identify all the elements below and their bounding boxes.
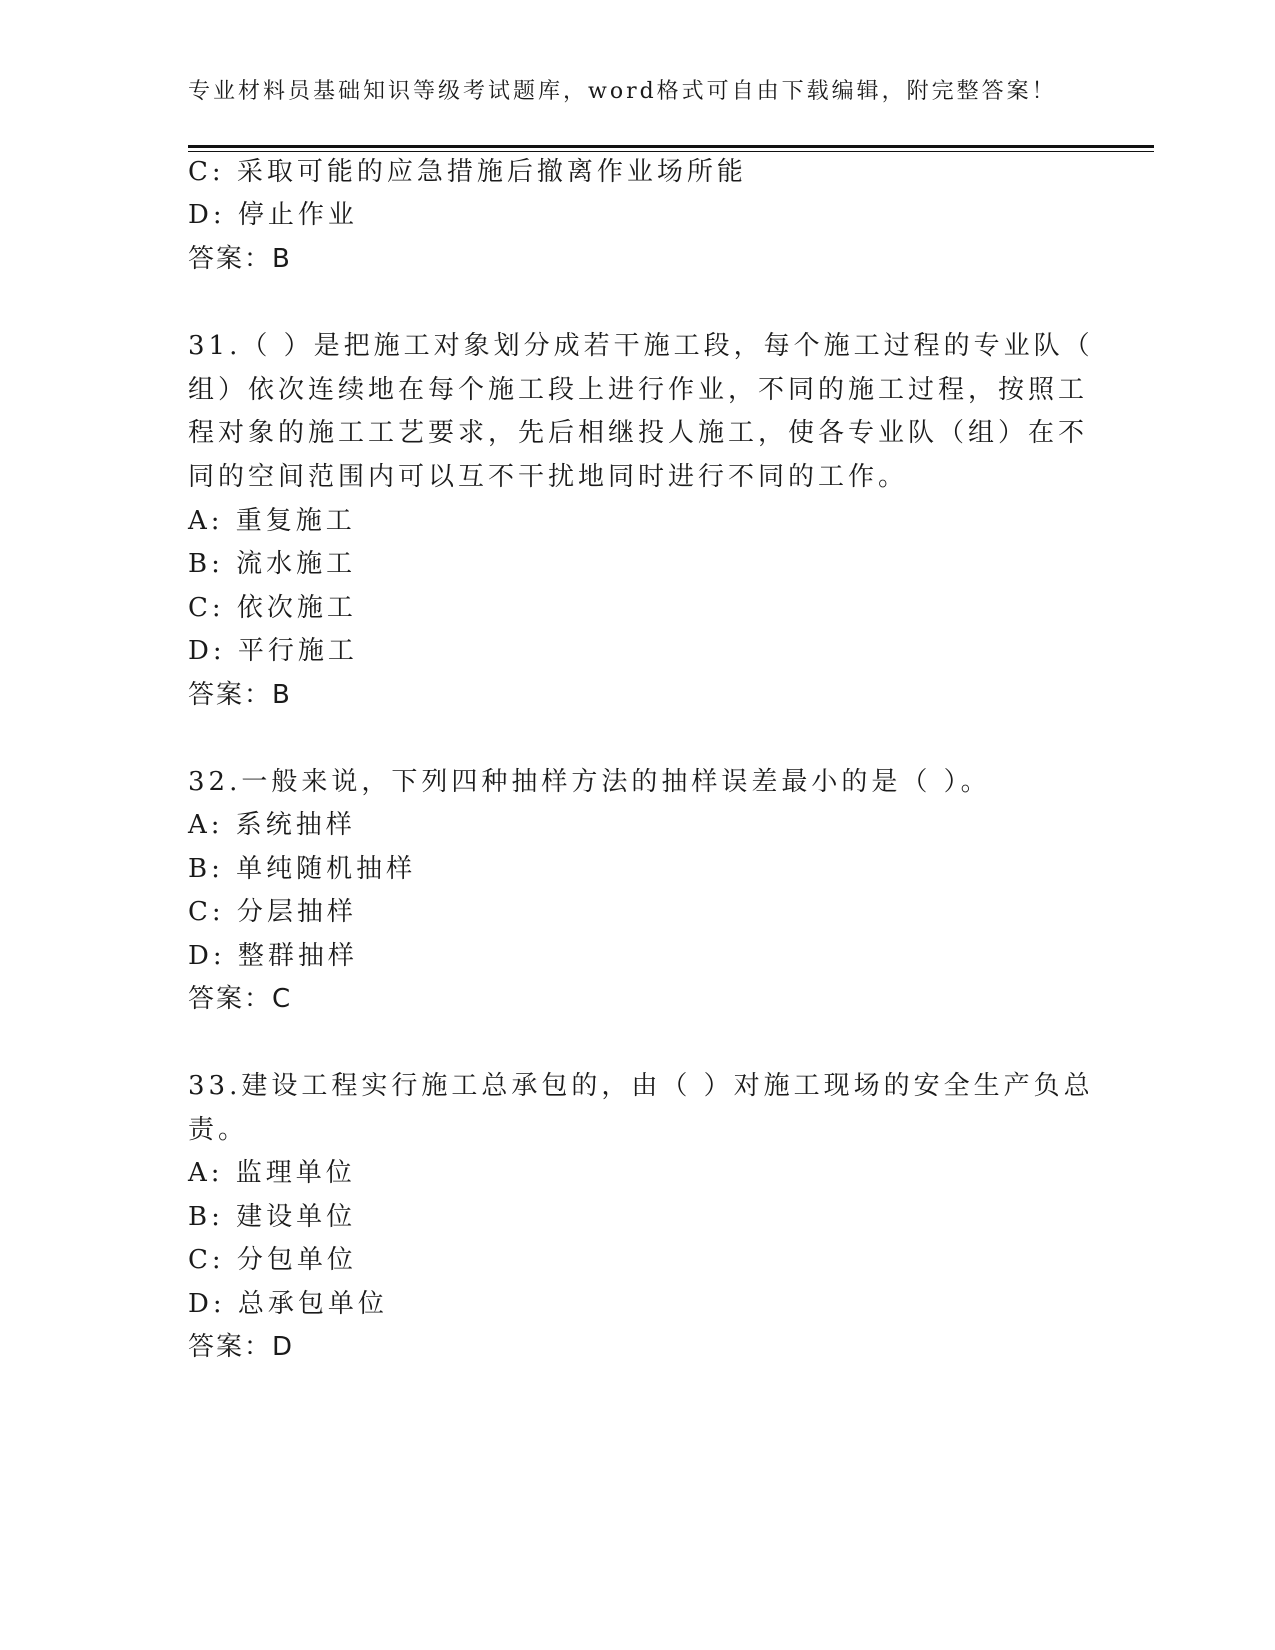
question-33-option-a: A: 监理单位 bbox=[188, 1158, 356, 1188]
question-33-line-2: 责。 bbox=[188, 1115, 249, 1145]
option-d: D: 停止作业 bbox=[188, 200, 358, 230]
question-31-option-a: A: 重复施工 bbox=[188, 506, 356, 536]
header-rule-thin bbox=[188, 151, 1154, 152]
question-32-option-b: B: 单纯随机抽样 bbox=[188, 854, 417, 884]
question-31-line-3: 程对象的施工工艺要求，先后相继投人施工，使各专业队（组）在不 bbox=[188, 418, 1089, 448]
question-32-answer: 答案：C bbox=[188, 984, 293, 1014]
question-31-line-2: 组）依次连续地在每个施工段上进行作业，不同的施工过程，按照工 bbox=[188, 375, 1089, 405]
question-33-option-d: D: 总承包单位 bbox=[188, 1289, 388, 1319]
question-31-line-4: 同的空间范围内可以互不干扰地同时进行不同的工作。 bbox=[188, 462, 909, 492]
question-32-option-a: A: 系统抽样 bbox=[188, 810, 356, 840]
answer: 答案：B bbox=[188, 244, 292, 274]
question-33-option-c: C: 分包单位 bbox=[188, 1245, 357, 1275]
question-31-option-c: C: 依次施工 bbox=[188, 593, 357, 623]
question-33-line-1: 33.建设工程实行施工总承包的，由（ ）对施工现场的安全生产负总 bbox=[188, 1071, 1094, 1101]
question-31-answer: 答案：B bbox=[188, 680, 292, 710]
question-33-answer: 答案：D bbox=[188, 1332, 295, 1362]
page-header: 专业材料员基础知识等级考试题库，word格式可自由下载编辑，附完整答案！ bbox=[188, 79, 1057, 104]
question-31-option-d: D: 平行施工 bbox=[188, 636, 358, 666]
question-33-option-b: B: 建设单位 bbox=[188, 1202, 357, 1232]
question-32-option-d: D: 整群抽样 bbox=[188, 941, 358, 971]
header-rule-thick bbox=[188, 145, 1154, 148]
question-32-option-c: C: 分层抽样 bbox=[188, 897, 357, 927]
question-32-line-1: 32.一般来说，下列四种抽样方法的抽样误差最小的是（ ）。 bbox=[188, 767, 991, 797]
option-c: C: 采取可能的应急措施后撤离作业场所能 bbox=[188, 157, 747, 187]
question-31-line-1: 31.（ ）是把施工对象划分成若干施工段，每个施工过程的专业队（ bbox=[188, 331, 1094, 361]
question-31-option-b: B: 流水施工 bbox=[188, 549, 357, 579]
